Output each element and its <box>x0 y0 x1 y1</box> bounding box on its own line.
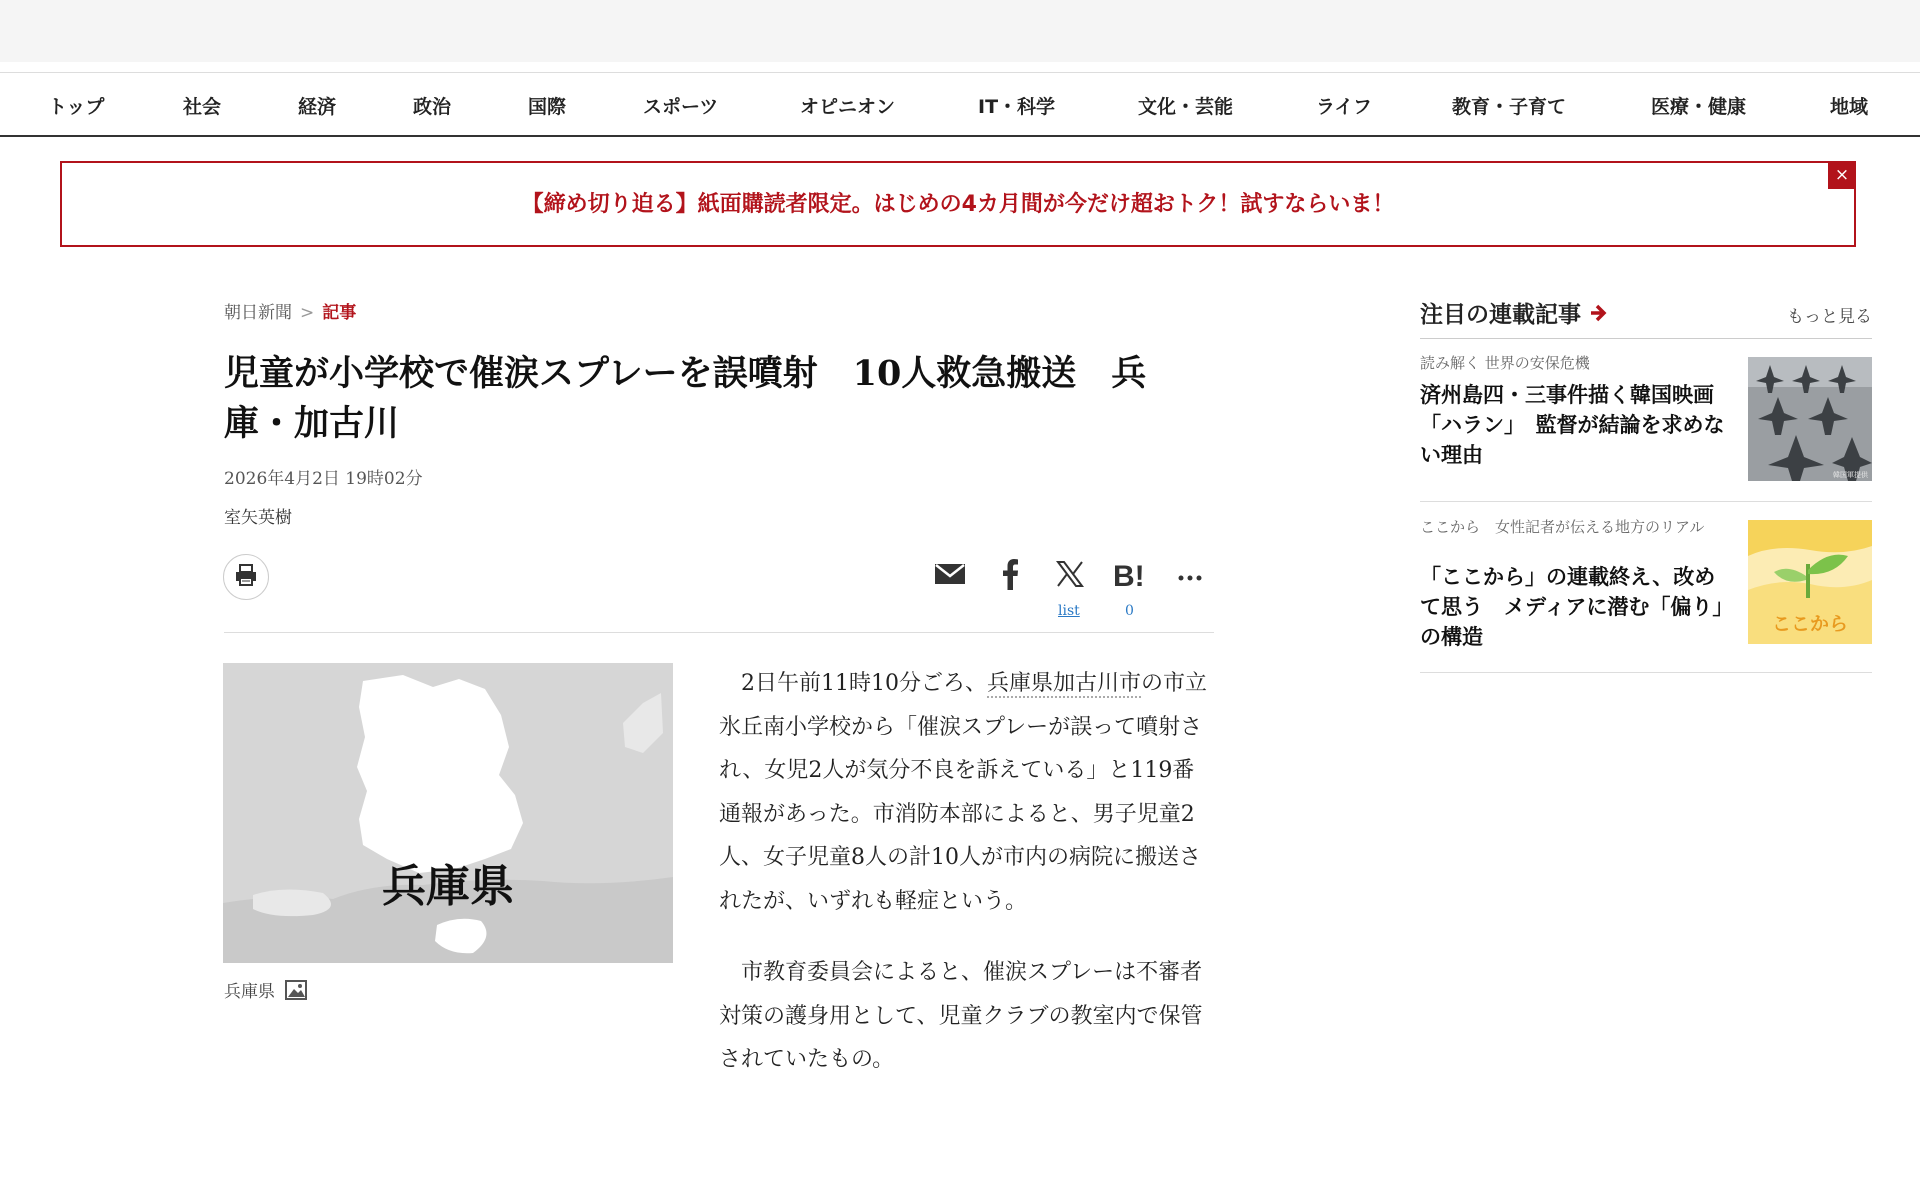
nav-item-sports[interactable]: スポーツ <box>643 96 719 118</box>
nav-item-health[interactable]: 医療・健康 <box>1651 96 1747 118</box>
x-icon <box>1056 560 1084 592</box>
nav-item-international[interactable]: 国際 <box>528 96 567 118</box>
main-navigation <box>0 72 1920 137</box>
sidebar-card[interactable] <box>1420 355 1872 485</box>
nav-item-politics[interactable]: 政治 <box>413 96 452 118</box>
more-dots-icon <box>1177 567 1203 586</box>
x-share-button[interactable] <box>1050 556 1090 596</box>
nav-item-it-science[interactable]: IT・科学 <box>978 96 1056 118</box>
facebook-share-button[interactable] <box>990 556 1030 596</box>
image-credit: 韓国軍提供 <box>1833 471 1868 479</box>
print-button[interactable] <box>223 554 269 600</box>
article-headline: 児童が小学校で催涙スプレーを誤噴射 10人救急搬送 兵庫・加古川 <box>224 353 1147 444</box>
printer-icon <box>234 564 258 590</box>
top-gray-bar <box>0 0 1920 62</box>
map-label: 兵庫県 <box>382 861 514 912</box>
hatena-bookmark-count[interactable]: 0 <box>1125 603 1134 619</box>
nav-item-economy[interactable]: 経済 <box>298 96 337 118</box>
sidebar-card[interactable] <box>1420 519 1872 649</box>
breadcrumb-current[interactable]: 記事 <box>322 303 357 323</box>
article-date: 2026年4月2日 19時02分 <box>224 469 423 489</box>
nav-item-education[interactable]: 教育・子育て <box>1452 96 1567 118</box>
mail-icon <box>934 562 966 590</box>
image-gallery-icon[interactable] <box>285 980 307 1000</box>
nav-item-region[interactable]: 地域 <box>1830 96 1869 118</box>
keyword-link[interactable]: 兵庫県加古川市 <box>987 671 1142 696</box>
article-author[interactable]: 室矢英樹 <box>224 508 292 528</box>
card-series-label: ここから 女性記者が伝える地方のリアル <box>1420 518 1705 536</box>
map-caption-text: 兵庫県 <box>224 982 275 1002</box>
more-share-button[interactable] <box>1170 556 1210 596</box>
nav-item-society[interactable]: 社会 <box>183 96 222 118</box>
article-body <box>719 662 1214 1110</box>
paragraph-text: の市立氷丘南小学校から「催涙スプレーが誤って噴射され、女児2人が気分不良を訴えている」と119番通報があった。市消防本部によると、男子児童2人、女子児童8人の計10人が市内の病院に搬送されたが、いずれも軽症という。 <box>719 671 1208 914</box>
breadcrumb-separator: > <box>300 303 315 323</box>
card-title: 済州島四・三事件描く韓国映画「ハラン」 監督が結論を求めない理由 <box>1420 382 1725 467</box>
more-link[interactable]: もっと見る <box>1787 307 1872 327</box>
promo-link[interactable]: 【締め切り迫る】紙面購読者限定。はじめの4カ月間が今だけ超おトク！試すならいま！ <box>521 192 1395 217</box>
card-title: 「ここから」の連載終え、改めて思う メディアに潜む「偏り」の構造 <box>1420 564 1723 649</box>
map-caption <box>224 977 307 1002</box>
nav-item-culture[interactable]: 文化・芸能 <box>1138 96 1234 118</box>
close-icon[interactable]: × <box>1828 161 1856 189</box>
x-share-count[interactable]: list <box>1058 603 1080 619</box>
nav-item-opinion[interactable]: オピニオン <box>800 96 896 118</box>
nav-item-top[interactable]: トップ <box>48 96 105 118</box>
hatena-bookmark-icon <box>1113 560 1147 592</box>
card-divider <box>1420 501 1872 502</box>
share-divider <box>224 632 1214 633</box>
card-series-label: 読み解く 世界の安保危機 <box>1420 354 1590 372</box>
card-divider <box>1420 672 1872 673</box>
card-thumbnail <box>1748 357 1872 481</box>
paragraph-text: 2日午前11時10分ごろ、 <box>741 671 987 696</box>
card-thumbnail <box>1748 520 1872 644</box>
facebook-icon <box>1001 558 1019 594</box>
arrow-right-icon <box>1589 303 1607 323</box>
article-map-image[interactable] <box>223 663 673 963</box>
featured-series-title[interactable] <box>1420 296 1607 329</box>
article-paragraph <box>719 662 1214 923</box>
hatena-bookmark-button[interactable] <box>1110 556 1150 596</box>
featured-series-title-text: 注目の連載記事 <box>1420 302 1581 328</box>
nav-item-life[interactable]: ライフ <box>1316 96 1372 118</box>
promo-banner <box>60 161 1856 247</box>
svg-text:B!: B! <box>1113 560 1145 588</box>
article-paragraph: 市教育委員会によると、催涙スプレーは不審者対策の護身用として、児童クラブの教室内で保管されていたもの。 <box>719 960 1203 1072</box>
breadcrumb <box>224 298 356 323</box>
mail-share-button[interactable] <box>930 556 970 596</box>
breadcrumb-home[interactable]: 朝日新聞 <box>224 303 292 323</box>
featured-series-header <box>1420 296 1872 339</box>
card-image-label: ここから <box>1771 613 1849 635</box>
